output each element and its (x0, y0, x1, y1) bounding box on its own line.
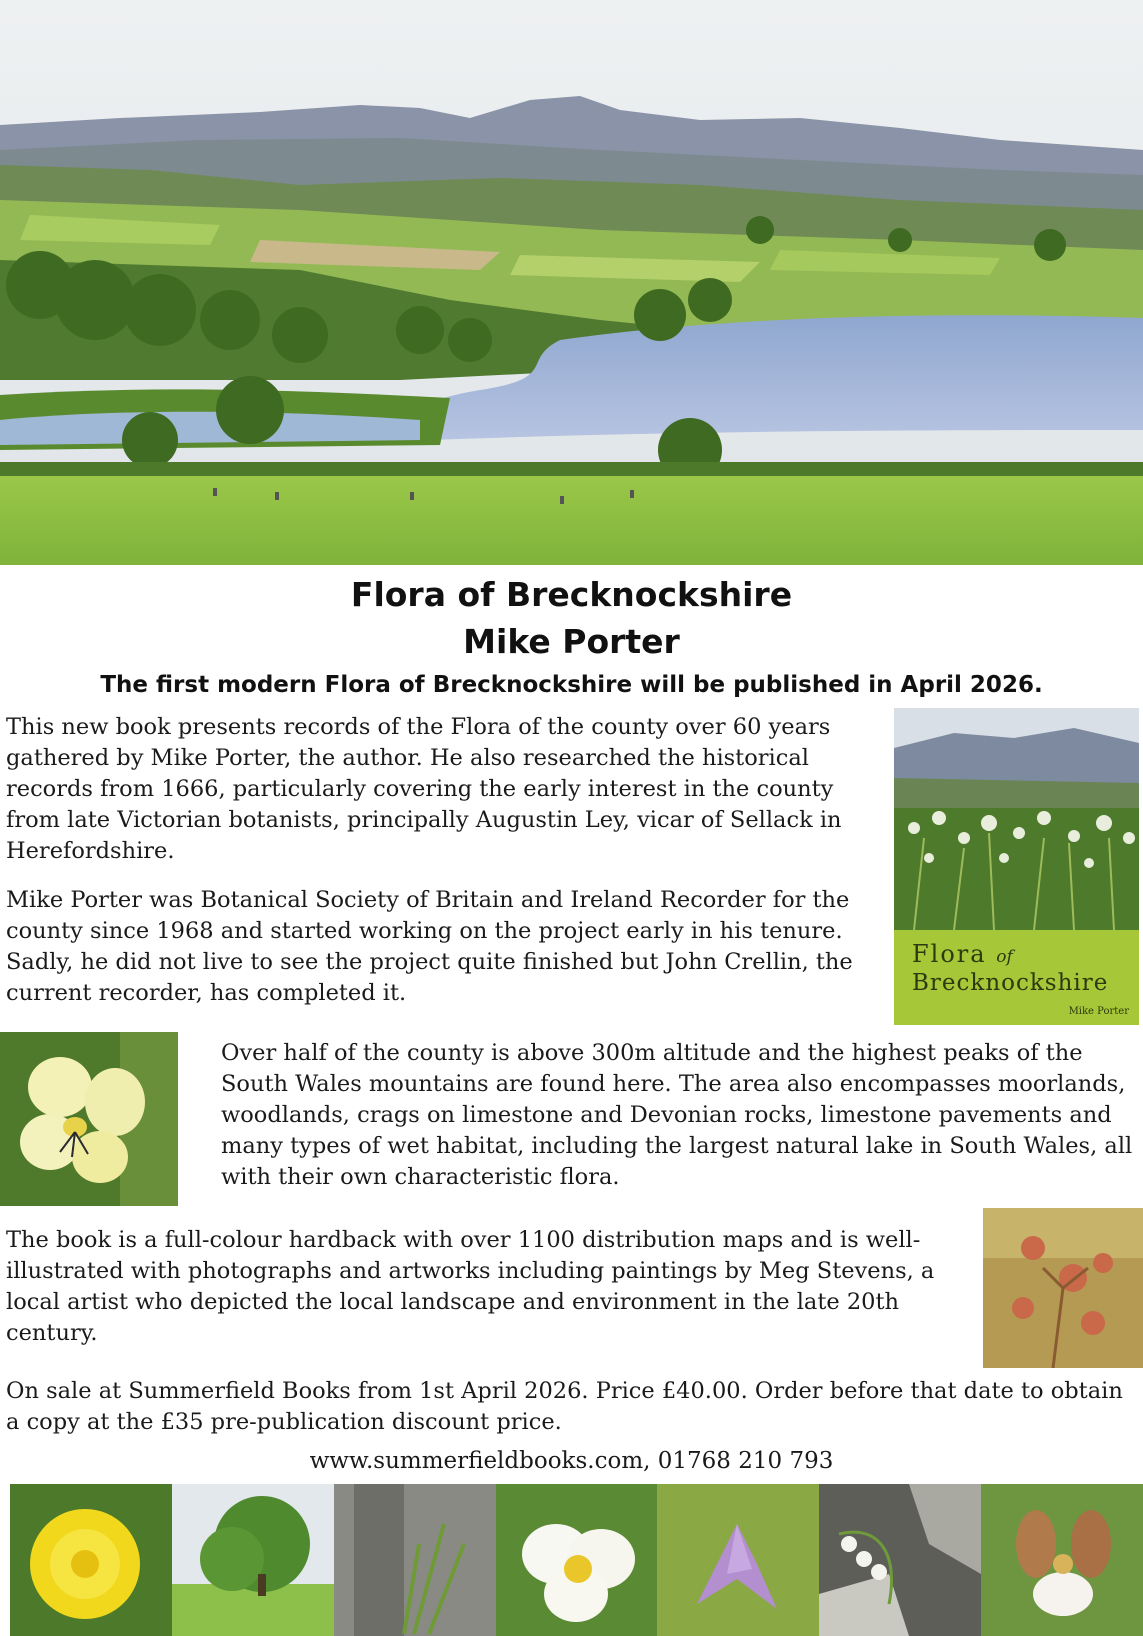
habitat-paragraph: Over half of the county is above 300m altitude and the highest peaks of the South Wales mountains are found here. The area also encompasses moorlands, woodlands, crags on limestone and Devonian rocks, limestone pavements and many types of wet habitat, including the largest natural lake in South Wales, all with their own characteristic flora. (221, 1040, 1133, 1190)
flower-photo-strip (10, 1484, 1143, 1636)
fern-on-rock-photo (334, 1484, 496, 1636)
bellflower-photo (657, 1484, 819, 1636)
cover-title-of: of (996, 947, 1013, 967)
mountain-pansy-photo (0, 1032, 178, 1206)
dandelion-photo (10, 1484, 172, 1636)
cover-title-word (912, 940, 1013, 968)
author-paragraph: Mike Porter was Botanical Society of Britain and Ireland Recorder for the county since 1968 and started working on the project early in his tenure. Sadly, he did not live to see the project quite finished but John Crellin, the current recorder, has completed it. (6, 887, 853, 1006)
cover-author: Mike Porter (1068, 1006, 1129, 1017)
arrowhead-flower-photo (496, 1484, 658, 1636)
sundew-photo (983, 1208, 1143, 1368)
lily-of-the-valley-photo (819, 1484, 981, 1636)
cover-title-place: Brecknockshire (912, 970, 1109, 996)
book-title: Flora of Brecknockshire (350, 575, 793, 614)
cover-title-flora: Flora (912, 940, 987, 968)
intro-paragraph: This new book presents records of the Flora of the county over 60 years gathered by Mike Porter, the author. He also researched the historical records from 1666, particularly covering the early interest in the county from late Victorian botanists, principally Augustin Ley, vicar of Sellack in Herefordshire. (6, 714, 842, 864)
orchid-photo (981, 1484, 1143, 1636)
book-cover-image (894, 708, 1139, 1025)
hero-landscape-photo (0, 0, 1143, 565)
sale-paragraph: On sale at Summerfield Books from 1st April 2026. Price £40.00. Order before that date to obtain a copy at the £35 pre-publication discount price. (6, 1378, 1123, 1435)
book-features-paragraph: The book is a full-colour hardback with over 1100 distribution maps and is well-illustrated with photographs and artworks including paintings by Meg Stevens, a local artist who depicted the local landscape and environment in the late 20th century. (6, 1227, 935, 1346)
book-author: Mike Porter (463, 622, 680, 661)
publication-tagline: The first modern Flora of Brecknockshire will be published in April 2026. (100, 672, 1043, 698)
contact-line: www.summerfieldbooks.com, 01768 210 793 (309, 1448, 834, 1474)
tree-photo (172, 1484, 334, 1636)
